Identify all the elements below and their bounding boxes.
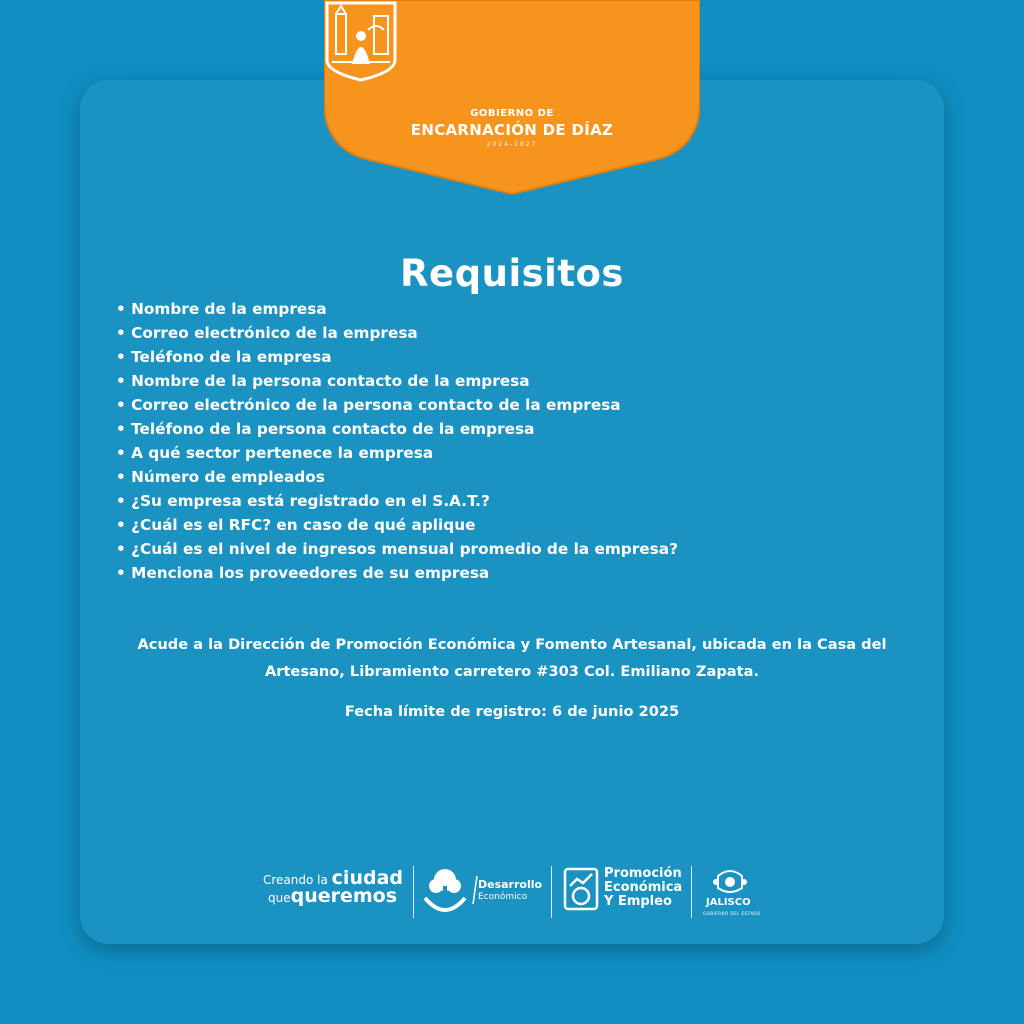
promo-logo-icon	[562, 866, 600, 916]
divider	[691, 866, 692, 918]
list-item: • Nombre de la empresa	[116, 297, 678, 321]
gov-label-small: GOBIERNO DE	[470, 108, 554, 119]
municipal-crest-icon	[324, 0, 398, 82]
promo-logo-text: Promoción Económica Y Empleo	[604, 866, 683, 909]
gov-years: 2024-2027	[486, 141, 538, 148]
slogan-line-1: Creando la ciudad	[263, 867, 403, 889]
header-banner	[324, 0, 700, 196]
jalisco-label: JALISCO	[706, 897, 751, 908]
requirements-list	[116, 297, 678, 585]
tree-logo-icon	[421, 866, 469, 918]
address-text: Acude a la Dirección de Promoción Económica y Fomento Artesanal, ubicada en la Casa del Artesano, Libramiento carretero #303 Col. Emiliano Zapata.	[137, 636, 887, 680]
page-title: Requisitos	[400, 252, 624, 295]
list-item: • Nombre de la persona contacto de la empresa	[116, 369, 678, 393]
gov-label-main: ENCARNACIÓN DE DÍAZ	[410, 121, 614, 139]
list-item: • ¿Cuál es el RFC? en caso de qué aplique	[116, 513, 678, 537]
list-item: • Teléfono de la empresa	[116, 345, 678, 369]
list-item: • Menciona los proveedores de su empresa	[116, 561, 678, 585]
jalisco-shield-icon	[712, 868, 748, 896]
list-item: • A qué sector pertenece la empresa	[116, 441, 678, 465]
list-item: • Correo electrónico de la empresa	[116, 321, 678, 345]
list-item: • ¿Cuál es el nivel de ingresos mensual promedio de la empresa?	[116, 537, 678, 561]
list-item: • Correo electrónico de la persona contacto de la empresa	[116, 393, 678, 417]
desarrollo-logo-text: Desarrollo Económico	[478, 878, 543, 902]
list-item: • Número de empleados	[116, 465, 678, 489]
deadline-text: Fecha límite de registro: 6 de junio 2025	[344, 703, 680, 720]
list-item: • Teléfono de la persona contacto de la empresa	[116, 417, 678, 441]
list-item: • ¿Su empresa está registrado en el S.A.T.?	[116, 489, 678, 513]
slogan-line-2: quequeremos	[268, 885, 398, 907]
jalisco-sublabel: GOBIERNO DEL ESTADO	[703, 911, 761, 916]
divider	[551, 866, 552, 918]
divider	[413, 866, 414, 918]
